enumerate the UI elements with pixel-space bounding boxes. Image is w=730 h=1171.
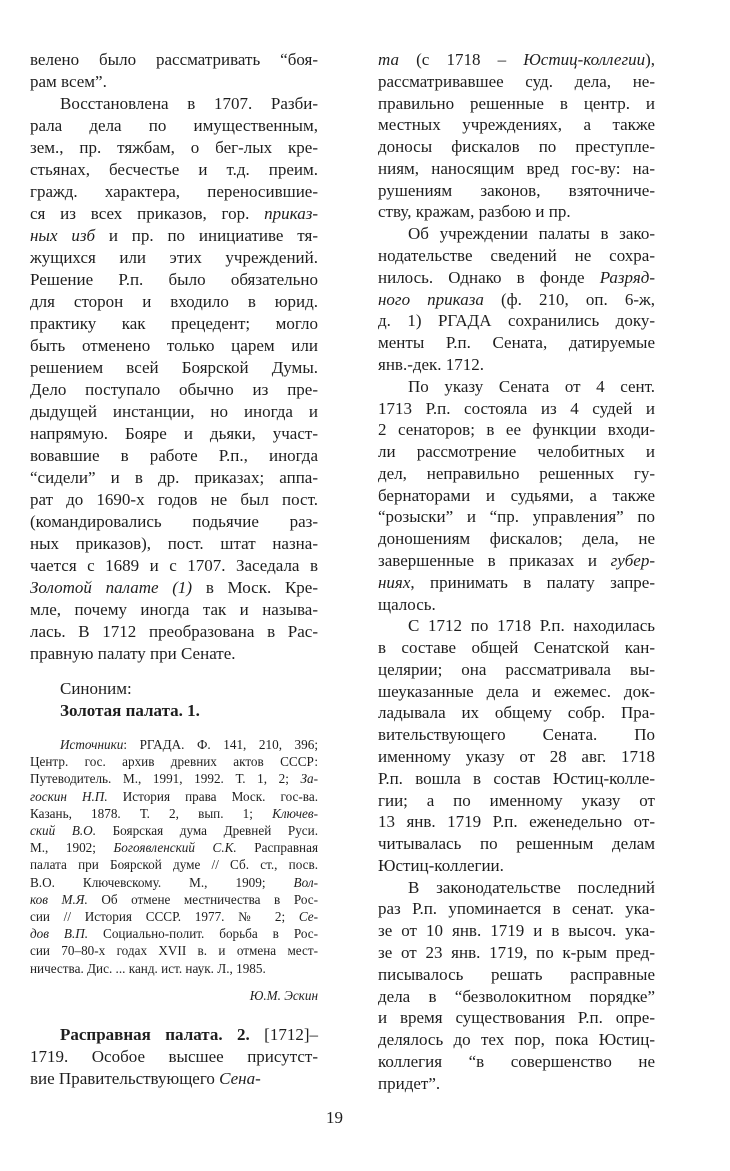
right-column (378, 49, 655, 1095)
text-line (378, 354, 655, 376)
text-run: стьянах, бесчестье и т.д. преим. (30, 160, 318, 179)
text-run: шеуказанные дела и ежемес. док- (378, 681, 655, 701)
paragraph (30, 93, 318, 665)
text-line (378, 877, 655, 899)
text-run: палата при Боярской думе // Сб. ст., посв. (30, 857, 318, 873)
text-run: ), (645, 50, 655, 69)
text-line (378, 550, 655, 572)
italic-run: За- (300, 771, 318, 787)
text-line (378, 528, 655, 550)
text-run: вительствующего Сената. По (378, 725, 655, 745)
text-run: завершенные в приказах и (378, 550, 611, 570)
text-run: доношениям фискалов; дела, не (378, 529, 655, 549)
text-line (378, 833, 655, 855)
text-line (30, 577, 318, 599)
text-run: 13 янв. 1719 Р.п. еженедельно от- (378, 812, 655, 832)
text-run: рассматривавшее суд. дела, не- (378, 71, 655, 91)
paragraph (30, 49, 318, 93)
text-run: рала дела по имущественным, (30, 116, 318, 135)
italic-run: ниях (378, 572, 411, 592)
text-line (30, 856, 318, 873)
italic-run: Разряд- (599, 267, 655, 287)
text-run: мле, почему иногда так и называ- (30, 600, 318, 619)
text-line (30, 753, 318, 770)
text-line (378, 659, 655, 681)
italic-run: ного приказа (378, 289, 484, 309)
text-line (378, 223, 655, 245)
text-run: , принимать в палату запре- (410, 572, 655, 592)
sources-note (30, 736, 318, 977)
text-run: вие Правительствующего (30, 1068, 220, 1088)
text-line (378, 71, 655, 93)
text-line (378, 398, 655, 420)
text-run: придет”. (378, 1073, 441, 1093)
italic-run: Юстиц-коллегии (523, 50, 646, 69)
text-line (378, 419, 655, 441)
page-number: 19 (326, 1108, 343, 1127)
text-line (378, 245, 655, 267)
text-line (30, 115, 318, 137)
text-line (30, 960, 318, 977)
text-run: доносы фискалов по преступле- (378, 137, 655, 157)
text-run: Дело поступало обычно из пре- (30, 380, 318, 399)
text-line (30, 874, 318, 891)
entry-headword: Расправная палата. 2. (60, 1024, 250, 1044)
text-run: ли рассмотрение челобитных и (378, 442, 655, 462)
text-line (30, 822, 318, 839)
text-line (30, 770, 318, 787)
text-line (378, 572, 655, 594)
text-run: и время существования Р.п. опре- (378, 1008, 655, 1028)
text-run: рушениям законов, взяточниче- (378, 180, 655, 200)
text-line (378, 376, 655, 398)
text-line (378, 1029, 655, 1051)
italic-run: та (378, 50, 399, 69)
text-line (30, 159, 318, 181)
text-line (30, 49, 318, 71)
paragraph (378, 223, 655, 375)
text-run: ных приказов), пост. штат назна- (30, 534, 318, 553)
text-line (378, 441, 655, 463)
paragraph (30, 736, 318, 977)
text-line (378, 485, 655, 507)
text-line (378, 702, 655, 724)
text-line (30, 489, 318, 511)
text-run: Об отмене местничества в Рос- (87, 891, 318, 907)
italic-run: губер- (610, 550, 655, 570)
text-run: рат до 1690-х годов не был пост. (30, 490, 318, 509)
synonym-label: Синоним: (60, 679, 132, 698)
text-line (30, 1046, 318, 1068)
text-run: Боярская дума Древней Руси. (96, 823, 318, 839)
text-run: Юстиц-коллегии. (378, 855, 504, 875)
text-line (378, 724, 655, 746)
text-line (30, 357, 318, 379)
text-run: нодательстве сведений не сохра- (378, 246, 655, 266)
text-run: Путеводитель. М., 1991, 1992. Т. 1, 2; (30, 771, 301, 787)
text-line (378, 681, 655, 703)
text-line (30, 335, 318, 357)
text-run: 1713 Р.п. состояла из 4 судей и (378, 398, 655, 418)
text-line (378, 180, 655, 202)
text-line (30, 925, 318, 942)
text-run: Центр. гос. архив древних актов СССР: (30, 754, 318, 770)
text-line (30, 788, 318, 805)
text-run: читывалась по решенным делам (378, 834, 655, 854)
text-run: целярии; она рассматривала вы- (378, 659, 655, 679)
text-run: “розыски” и “пр. управления” по (378, 507, 655, 527)
text-run: Социально-полит. борьба в Рос- (88, 926, 318, 942)
text-line (30, 942, 318, 959)
text-run: М., 1902; (30, 840, 114, 856)
text-run: История права Моск. гос-ва. (107, 788, 319, 804)
text-line (30, 891, 318, 908)
text-line (378, 267, 655, 289)
text-run: в составе общей Сенатской кан- (378, 638, 655, 658)
text-line (30, 71, 318, 93)
italic-run: Источники (60, 737, 124, 752)
text-run: Решение Р.п. было обязательно (30, 270, 318, 289)
text-run: ству, кражам, разбою и пр. (378, 202, 571, 222)
left-column (30, 49, 318, 1090)
text-line (30, 93, 318, 115)
text-run: ничества. Дис. ... канд. ист. наук. Л., 1985. (30, 960, 266, 976)
text-run: делялось до тех пор, пока Юстиц- (378, 1030, 655, 1050)
paragraph (378, 376, 655, 616)
text-run: В.О. Ключевскому. М., 1909; (30, 874, 294, 890)
entry-raspravnaya-palata-text (378, 49, 655, 1095)
text-run: практику как прецедент; могло (30, 314, 318, 333)
text-line (378, 93, 655, 115)
text-run: гражд. характера, переносившие- (30, 182, 318, 201)
text-line (30, 181, 318, 203)
text-line (30, 291, 318, 313)
author-signature: Ю.М. Эскин (249, 987, 318, 1003)
text-run: раз Р.п. упоминается в сенат. ука- (378, 899, 655, 919)
text-line (378, 811, 655, 833)
text-line (30, 555, 318, 577)
text-line (378, 49, 655, 71)
text-line (30, 621, 318, 643)
italic-run: Золотой палате (1) (30, 578, 193, 597)
text-run: именному указу от 28 авг. 1718 (378, 747, 655, 766)
text-line (30, 805, 318, 822)
text-line (378, 463, 655, 485)
text-run: гии; а по именному указу от (378, 790, 655, 810)
text-line (378, 855, 655, 877)
text-run: С 1712 по 1718 Р.п. находилась (408, 616, 655, 636)
text-line (378, 136, 655, 158)
text-run: д. 1) РГАДА сохранились доку- (378, 311, 655, 331)
italic-run: ский В.О. (30, 823, 96, 839)
paragraph (378, 49, 655, 223)
italic-run: Вол- (293, 874, 318, 890)
text-line (30, 1024, 318, 1046)
text-run: рам всем”. (30, 72, 107, 91)
text-line (30, 269, 318, 291)
text-run: “сидели” и в др. приказах; аппа- (30, 468, 318, 487)
text-run: зе от 23 янв. 1719, по к-рым пред- (378, 943, 655, 963)
text-run: (с 1718 – (398, 50, 524, 69)
text-line (378, 332, 655, 354)
text-run: Об учреждении палаты в зако- (408, 224, 655, 244)
text-line (378, 615, 655, 637)
text-run: местных учреждениях, а также (378, 115, 655, 135)
italic-run: госкин Н.П. (30, 788, 108, 804)
text-line (30, 908, 318, 925)
text-run: дела в “безволокитном порядке” (378, 986, 655, 1006)
italic-run: Се- (298, 909, 318, 925)
text-line (378, 1051, 655, 1073)
text-run: напрямую. Бояре и дьяки, участ- (30, 424, 318, 443)
entry-zolotaya-palata-text (30, 49, 318, 665)
text-run: правную палату при Сенате. (30, 644, 236, 663)
text-run: дел, неправильно решенных гу- (378, 463, 655, 483)
entry-raspravnaya-palata-heading (30, 1024, 318, 1090)
text-line (30, 313, 318, 335)
text-line (30, 379, 318, 401)
text-line (30, 203, 318, 225)
text-run: По указу Сената от 4 сент. (408, 376, 655, 396)
text-line (378, 898, 655, 920)
text-run: лась. В 1712 преобразована в Рас- (30, 622, 318, 641)
text-line (378, 964, 655, 986)
paragraph (378, 877, 655, 1095)
text-line (378, 942, 655, 964)
text-line (378, 201, 655, 223)
text-run: и пр. по инициативе тя- (95, 226, 318, 245)
text-line (378, 986, 655, 1008)
text-run: сии // История СССР. 1977. № 2; (30, 909, 299, 925)
text-run: янв.-дек. 1712. (378, 354, 485, 374)
italic-run: Сена- (219, 1068, 261, 1088)
text-run: писывалось решать расправные (378, 964, 655, 984)
text-line (378, 594, 655, 616)
text-run: ладывала их общему собр. Пра- (378, 703, 655, 723)
text-run: (ф. 210, оп. 6-ж, (483, 289, 655, 309)
text-run: зем., пр. тяжбам, о бег-лых кре- (30, 138, 318, 157)
text-line (378, 1007, 655, 1029)
text-line (30, 445, 318, 467)
paragraph (30, 1024, 318, 1090)
text-line (378, 920, 655, 942)
italic-run: дов В.П. (30, 926, 89, 942)
italic-run: Богоявленский С.К. (113, 840, 237, 856)
text-run: вовавшие в работе Р.п., иногда (30, 446, 318, 465)
text-line (30, 467, 318, 489)
text-line (378, 1073, 655, 1095)
text-line (30, 839, 318, 856)
text-line (30, 1068, 318, 1090)
text-run: Казань, 1878. Т. 2, вып. 1; (30, 805, 273, 821)
text-run: щалось. (378, 594, 436, 614)
text-run: ниям, наносящим вред гос-ву: на- (378, 158, 655, 178)
italic-run: ков М.Я. (30, 891, 88, 907)
text-run: сии 70–80-х годах XVII в. и отмена мест- (30, 943, 318, 959)
text-run: 1719. Особое высшее присутст- (30, 1046, 318, 1066)
text-line (30, 599, 318, 621)
text-run: бернаторами и судьями, а также (378, 485, 655, 505)
text-run: Р.п. вошла в состав Юстиц-колле- (378, 768, 655, 788)
text-run: велено было рассматривать “боя- (30, 50, 318, 69)
text-run: правильно решенные в центр. и (378, 93, 655, 113)
text-line (378, 289, 655, 311)
text-line (378, 506, 655, 528)
text-line (30, 643, 318, 665)
text-line (378, 746, 655, 768)
text-run: чается с 1689 и с 1707. Заседала в (30, 556, 318, 575)
text-line (30, 401, 318, 423)
text-line (30, 247, 318, 269)
text-run: нилось. Однако в фонде (378, 267, 600, 287)
text-line (378, 158, 655, 180)
text-run: для сторон и входило в юрид. (30, 292, 318, 311)
text-run: : РГАДА. Ф. 141, 210, 396; (123, 737, 318, 752)
text-line (378, 114, 655, 136)
text-run: [1712]– (249, 1024, 318, 1044)
text-run: менты Р.п. Сената, датируемые (378, 333, 655, 353)
italic-run: Ключев- (272, 805, 318, 821)
text-line (378, 790, 655, 812)
text-run: Расправная (236, 840, 319, 856)
text-run: зе от 10 янв. 1719 и в высоч. ука- (378, 921, 655, 941)
italic-run: приказ- (264, 204, 318, 223)
text-line (30, 736, 318, 753)
paragraph (378, 615, 655, 876)
text-run: решением всей Боярской Думы. (30, 358, 318, 377)
text-line (378, 768, 655, 790)
text-run: (командировались подьячие раз- (30, 512, 318, 531)
text-run: Восстановлена в 1707. Разби- (60, 94, 318, 113)
synonym-term: Золотая палата. 1. (60, 701, 200, 720)
text-run: быть отменено только царем или (30, 336, 318, 355)
italic-run: ных изб (30, 226, 96, 245)
text-run: в Моск. Кре- (192, 578, 318, 597)
text-line (30, 225, 318, 247)
text-line (30, 511, 318, 533)
text-run: дыдущей инстанции, но иногда и (30, 402, 318, 421)
text-run: ся из всех приказов, гор. (30, 204, 265, 223)
text-run: В законодательстве последний (408, 877, 655, 897)
text-line (378, 637, 655, 659)
text-run: 2 сенаторов; в ее функции входи- (378, 420, 655, 440)
text-line (30, 137, 318, 159)
text-run: коллегия “в совершенство не (378, 1051, 655, 1071)
text-line (378, 310, 655, 332)
text-line (30, 423, 318, 445)
text-line (30, 533, 318, 555)
text-run: жущихся или этих учреждений. (30, 248, 318, 267)
